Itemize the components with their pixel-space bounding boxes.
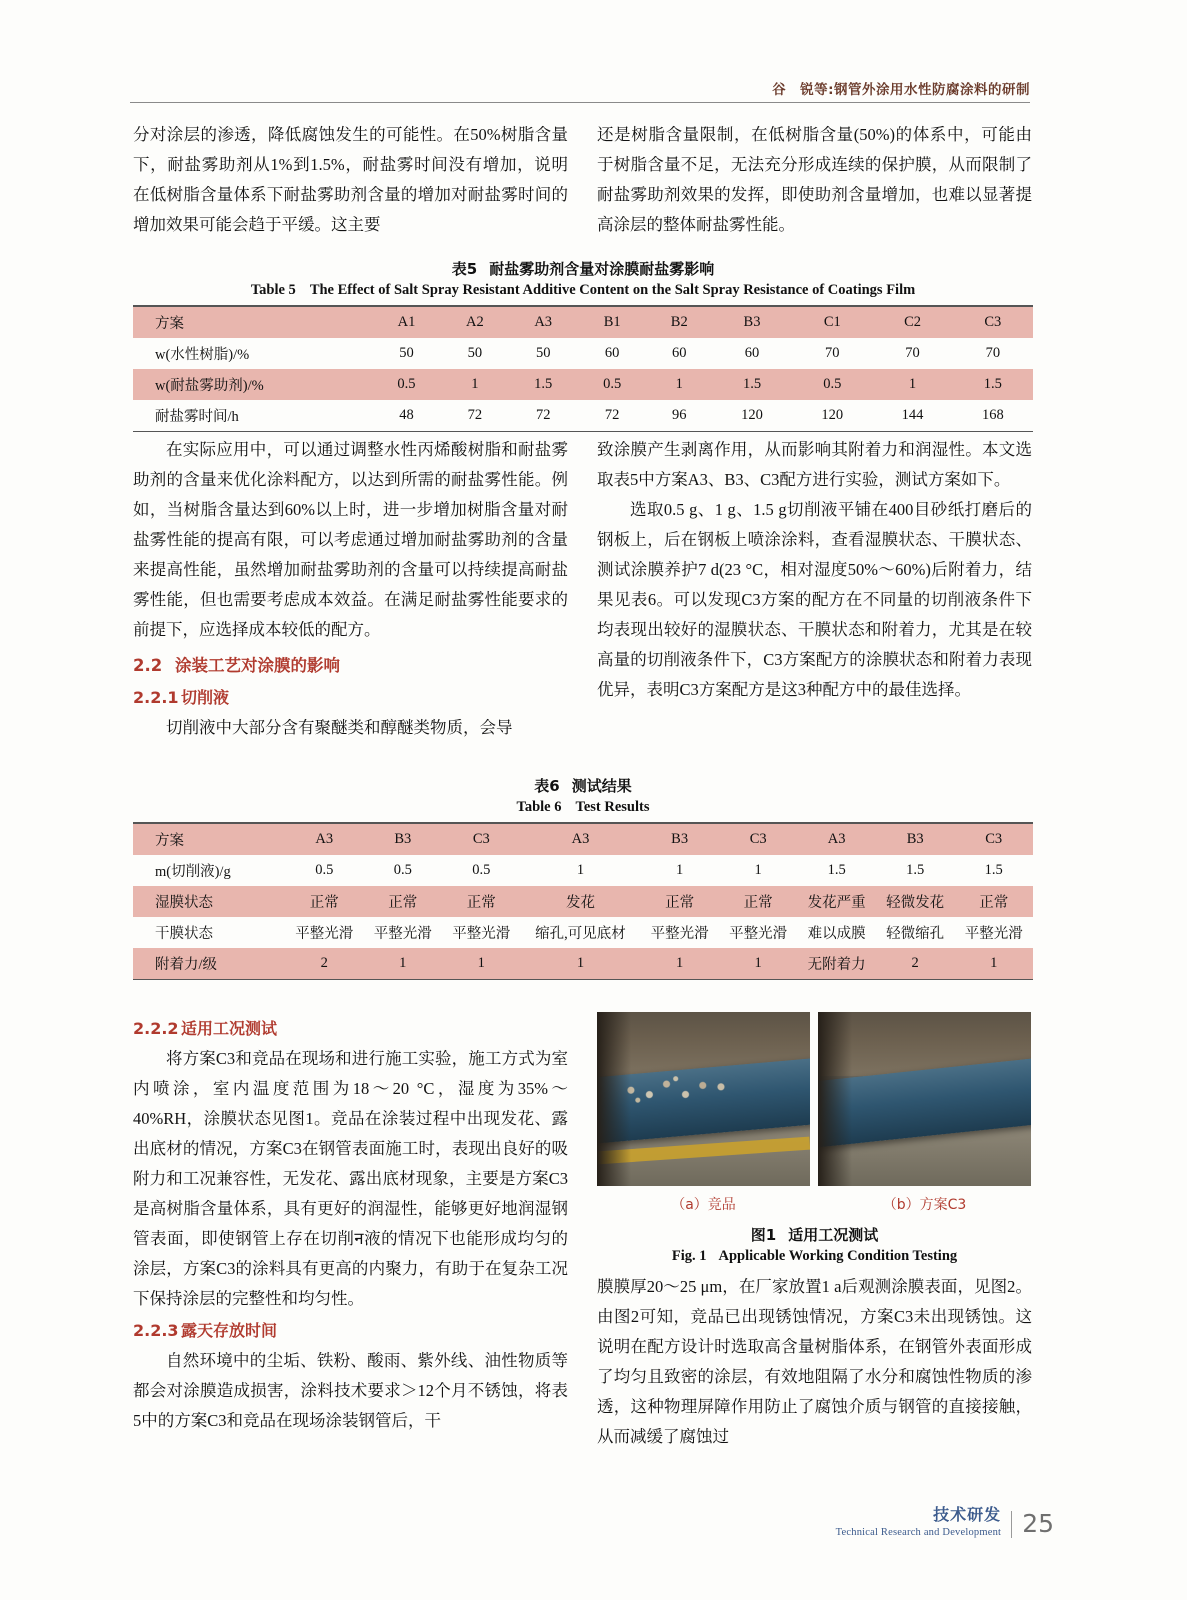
table-cell: 0.5 [472,861,491,878]
table-cell: 平整光滑 [373,925,432,942]
figure-1-label-en: Fig. 1 [671,1248,707,1264]
table-cell: A1 [372,307,441,338]
table-cell: 湿膜状态 [133,886,285,917]
left-column-bottom [133,1012,568,1436]
photo-shadow [597,1012,631,1186]
table-cell: 1 [640,948,719,979]
figure-1-photo-a [597,1012,810,1186]
table-cell: 1 [872,369,952,400]
page-number: 25 [1011,1511,1054,1538]
table-cell: 1 [754,861,762,878]
table-5-label-en: Table 5 [250,282,296,298]
header-rule [130,102,1030,103]
photo-shadow [818,1012,852,1186]
table-cell: 缩孔,可见底材 [535,925,626,942]
table-cell: 60 [744,344,760,361]
table-cell: 168 [981,406,1004,423]
table-cell: 60 [604,344,620,361]
figure-1-label-cn: 图1 [750,1226,777,1244]
table-cell: 144 [901,406,924,423]
right-para-3: 选取0.5 g、1 g、1.5 g切削液平铺在400目砂纸打磨后的钢板上，后在钢板上喷涂涂料，查看湿膜状态、干膜状态、测试涂膜养护7 d(23 °C，相对湿度50%～60%)后附着力，结果见表6。可以发现C3方案的配方在不同量的切削液条件下均表现出较好的湿膜状态、干膜状态和附着力，尤其是在较高量的切削液条件下，C3方案配方的涂膜状态和附着力表现优异，表明C3方案配方是这3种配方中的最佳选择。 [597,500,1032,699]
table-cell: 1 [647,369,712,400]
left-para-5: 自然环境中的尘垢、铁粉、酸雨、紫外线、油性物质等都会对涂膜造成损害，涂料技术要求＞12个月不锈蚀，将表5中的方案C3和竞品在现场涂装钢管后，干 [133,1351,568,1430]
table-cell: 方案 [133,824,285,855]
footer-text [836,1502,1002,1538]
right-column-bottom [597,1272,1032,1452]
table-6-title-en: Test Results [575,799,650,815]
running-head: 谷 锐等:钢管外涂用水性防腐涂料的研制 [772,82,1030,98]
figure-1-images [597,1012,1032,1186]
right-para-2: 致涂膜产生剥离作用，从而影响其附着力和润湿性。本文选取表5中方案A3、B3、C3配方进行实验，测试方案如下。 [597,440,1032,489]
table-cell: 平整光滑 [729,925,788,942]
page-footer [836,1502,1054,1538]
table-cell: 72 [467,406,483,423]
table-cell: 0.5 [578,369,647,400]
table-cell: C3 [442,824,521,855]
table-cell: m(切削液)/g [155,863,231,880]
section-2-2-1-heading [133,683,568,713]
table-cell: 96 [672,406,687,423]
figure-1-title-en-text: Applicable Working Condition Testing [718,1248,958,1264]
table-row [133,886,1033,917]
table-cell: C3 [953,307,1033,338]
table-row [133,307,1033,338]
table-cell: 70 [825,344,840,361]
table-row [133,338,1033,369]
section-2-2-2-number: 2.2.2 [133,1019,179,1038]
table-cell: 1 [441,369,509,400]
right-para-4: 膜膜厚20～25 μm，在厂家放置1 a后观测涂膜表面，见图2。由图2可知，竞品已出现锈蚀情况，方案C3未出现锈蚀。这说明在配方设计时选取高含量树脂体系，在钢管外表面形成了均匀且致密的涂层，有效地阻隔了水分和腐蚀性物质的渗透，这种物理屏障作用防止了腐蚀介质与钢管的直接接触，从而减缓了腐蚀过 [597,1277,1032,1446]
table-cell: 平整光滑 [650,925,709,942]
left-para-3: 切削液中大部分含有聚醚类和醇醚类物质，会导 [166,718,513,737]
left-para-1: 分对涂层的渗透，降低腐蚀发生的可能性。在50%树脂含量下，耐盐雾助剂从1%到1.5%，耐盐雾时间没有增加，说明在低树脂含量体系下耐盐雾助剂含量的增加对耐盐雾时间的增加效果可能会趋于平缓。这主要 [133,125,568,234]
figure-1-title-cn-text: 适用工况测试 [788,1226,879,1244]
table-6-bottom-rule [133,979,1033,981]
table-row [133,855,1033,886]
table-cell: B3 [364,824,443,855]
table-6-caption-cn [133,775,1033,796]
table-cell: 方案 [133,307,372,338]
table-5-title-en: The Effect of Salt Spray Resistant Additive Content on the Salt Spray Resistance of Coatings Film [309,282,916,298]
section-2-2-2-heading [133,1014,568,1044]
table-cell: 正常 [285,886,364,917]
table-cell: 1 [364,948,443,979]
table-row [133,400,1033,431]
table-cell: 50 [399,344,414,361]
table-cell: 发花 [521,886,641,917]
table-cell: C3 [954,824,1033,855]
table-6-title-cn: 测试结果 [571,777,632,795]
table-cell: 1.5 [953,369,1033,400]
table-5-grid [133,307,1033,431]
table-cell: 正常 [719,886,798,917]
table-cell: 耐盐雾时间/h [155,408,239,425]
table-cell: 2 [876,948,955,979]
table-cell: 0.5 [393,861,412,878]
table-cell: w(耐盐雾助剂)/% [133,369,372,400]
table-cell: 72 [604,406,620,423]
table-cell: 无附着力 [797,948,876,979]
table-cell: 平整光滑 [295,925,354,942]
left-para-2: 在实际应用中，可以通过调整水性丙烯酸树脂和耐盐雾助剂的含量来优化涂料配方，以达到所需的耐盐雾性能。例如，当树脂含量达到60%以上时，进一步增加树脂含量对耐盐雾性能的提高有限，可以考虑通过增加耐盐雾助剂的含量来提高性能，虽然增加耐盐雾助剂的含量可以持续提高耐盐雾性能，但也需要考虑成本效益。在满足耐盐雾性能要求的前提下，应选择成本较低的配方。 [133,440,568,639]
table-cell: 1.5 [509,369,578,400]
table-cell: 70 [905,344,920,361]
section-2-2-3-heading [133,1316,568,1346]
table-cell: B3 [712,307,792,338]
table-cell: 120 [821,406,844,423]
table-6-label-cn: 表6 [534,777,560,795]
table-cell: B2 [647,307,712,338]
table-cell: 1.5 [712,369,792,400]
table-cell: A2 [441,307,509,338]
table-6-label-en: Table 6 [516,799,562,815]
table-cell: 2 [285,948,364,979]
figure-1-subcaptions [597,1194,1032,1214]
section-2-2-title: 涂装工艺对涂膜的影响 [175,656,340,675]
table-cell: A3 [797,824,876,855]
left-column-mid [133,435,568,743]
section-2-2-2-title: 适用工况测试 [181,1019,278,1038]
figure-1-photo-b [818,1012,1031,1186]
table-cell: C3 [719,824,798,855]
table-cell: 正常 [954,886,1033,917]
table-cell: 0.5 [315,861,334,878]
table-6-caption-en [133,799,1033,816]
table-cell: 120 [741,406,763,423]
table-row [133,917,1033,948]
table-cell: 发花严重 [797,886,876,917]
section-2-2-3-number: 2.2.3 [133,1321,179,1340]
table-cell: 1 [676,861,684,878]
table-5-label-cn: 表5 [451,260,478,278]
table-cell: 1.5 [827,861,846,878]
table-6 [133,775,1033,980]
table-row [133,369,1033,400]
table-cell: 1.5 [906,861,925,878]
figure-1-subcaption-a: （a）竞品 [671,1197,736,1213]
figure-1-title-cn [597,1224,1032,1245]
table-5-title-cn: 耐盐雾助剂含量对涂膜耐盐雾影响 [489,260,715,278]
section-2-2-heading [133,651,568,681]
table-cell: 平整光滑 [964,925,1023,942]
table-cell: 50 [467,344,483,361]
table-cell: 50 [535,344,551,361]
table-cell: 1.5 [984,861,1003,878]
table-cell: B1 [578,307,647,338]
table-cell: A3 [285,824,364,855]
table-cell: 1 [719,948,798,979]
table-cell: 正常 [442,886,521,917]
table-cell: B3 [640,824,719,855]
table-cell: 轻微缩孔 [886,925,945,942]
table-cell: 正常 [640,886,719,917]
table-cell: 难以成膜 [807,925,866,942]
table-5-caption-en [133,282,1033,299]
footer-section-en: Technical Research and Development [835,1527,1002,1538]
table-cell: A3 [509,307,578,338]
footer-section-cn: 技术研发 [933,1505,1002,1524]
table-cell: C1 [792,307,872,338]
section-2-2-1-number: 2.2.1 [133,688,179,707]
table-6-grid [133,824,1033,979]
table-5-bottom-rule [133,431,1033,433]
table-cell: w(水性树脂)/% [155,346,250,363]
table-cell: 平整光滑 [452,925,511,942]
right-para-1: 还是树脂含量限制，在低树脂含量(50%)的体系中，可能由于树脂含量不足，无法充分形成连续的保护膜，从而限制了耐盐雾助剂效果的发挥，即使助剂含量增加，也难以显著提高涂层的整体耐盐雾性能。 [597,125,1032,234]
table-cell: 干膜状态 [155,925,213,942]
table-cell: 72 [535,406,551,423]
table-cell: B3 [876,824,955,855]
figure-1-subcaption-b: （b）方案C3 [882,1197,967,1213]
table-cell: C2 [872,307,952,338]
table-cell: 1 [521,948,641,979]
figure-1-title-en [597,1248,1032,1265]
section-2-2-1-title: 切削液 [181,688,230,707]
table-cell: 48 [399,406,414,423]
table-cell: 附着力/级 [133,948,285,979]
table-cell: 正常 [364,886,443,917]
table-cell: 1 [576,861,585,878]
table-cell: A3 [521,824,641,855]
table-cell: 70 [985,344,1001,361]
table-cell: 60 [672,344,687,361]
table-cell: 0.5 [372,369,441,400]
table-row [133,824,1033,855]
section-2-2-number: 2.2 [133,656,163,675]
table-cell: 轻微发花 [876,886,955,917]
table-5 [133,258,1033,432]
table-row [133,948,1033,979]
section-2-2-3-title: 露天存放时间 [181,1321,278,1340]
table-cell: 0.5 [792,369,872,400]
figure-1 [597,1012,1032,1265]
left-para-4: 将方案C3和竞品在现场和进行施工实验，施工方式为室内喷涂，室内温度范围为18～20 °C，湿度为35%～40%RH，涂膜状态见图1。竞品在涂装过程中出现发花、露出底材的情况，方案C3在钢管表面施工时，表现出良好的吸附力和工况兼容性，无发花、露出底材现象，主要是方案C3是高树脂含量体系，具有更好的润湿性，能够更好地润湿钢管表面，即使钢管上存在切削न液的情况下也能形成均匀的涂层，方案C3的涂料具有更高的内聚力，有助于在复杂工况下保持涂层的完整性和均匀性。 [133,1049,568,1308]
table-cell: 1 [442,948,521,979]
table-5-caption-cn [133,258,1033,279]
table-cell: 1 [954,948,1033,979]
right-column-mid [597,435,1032,705]
